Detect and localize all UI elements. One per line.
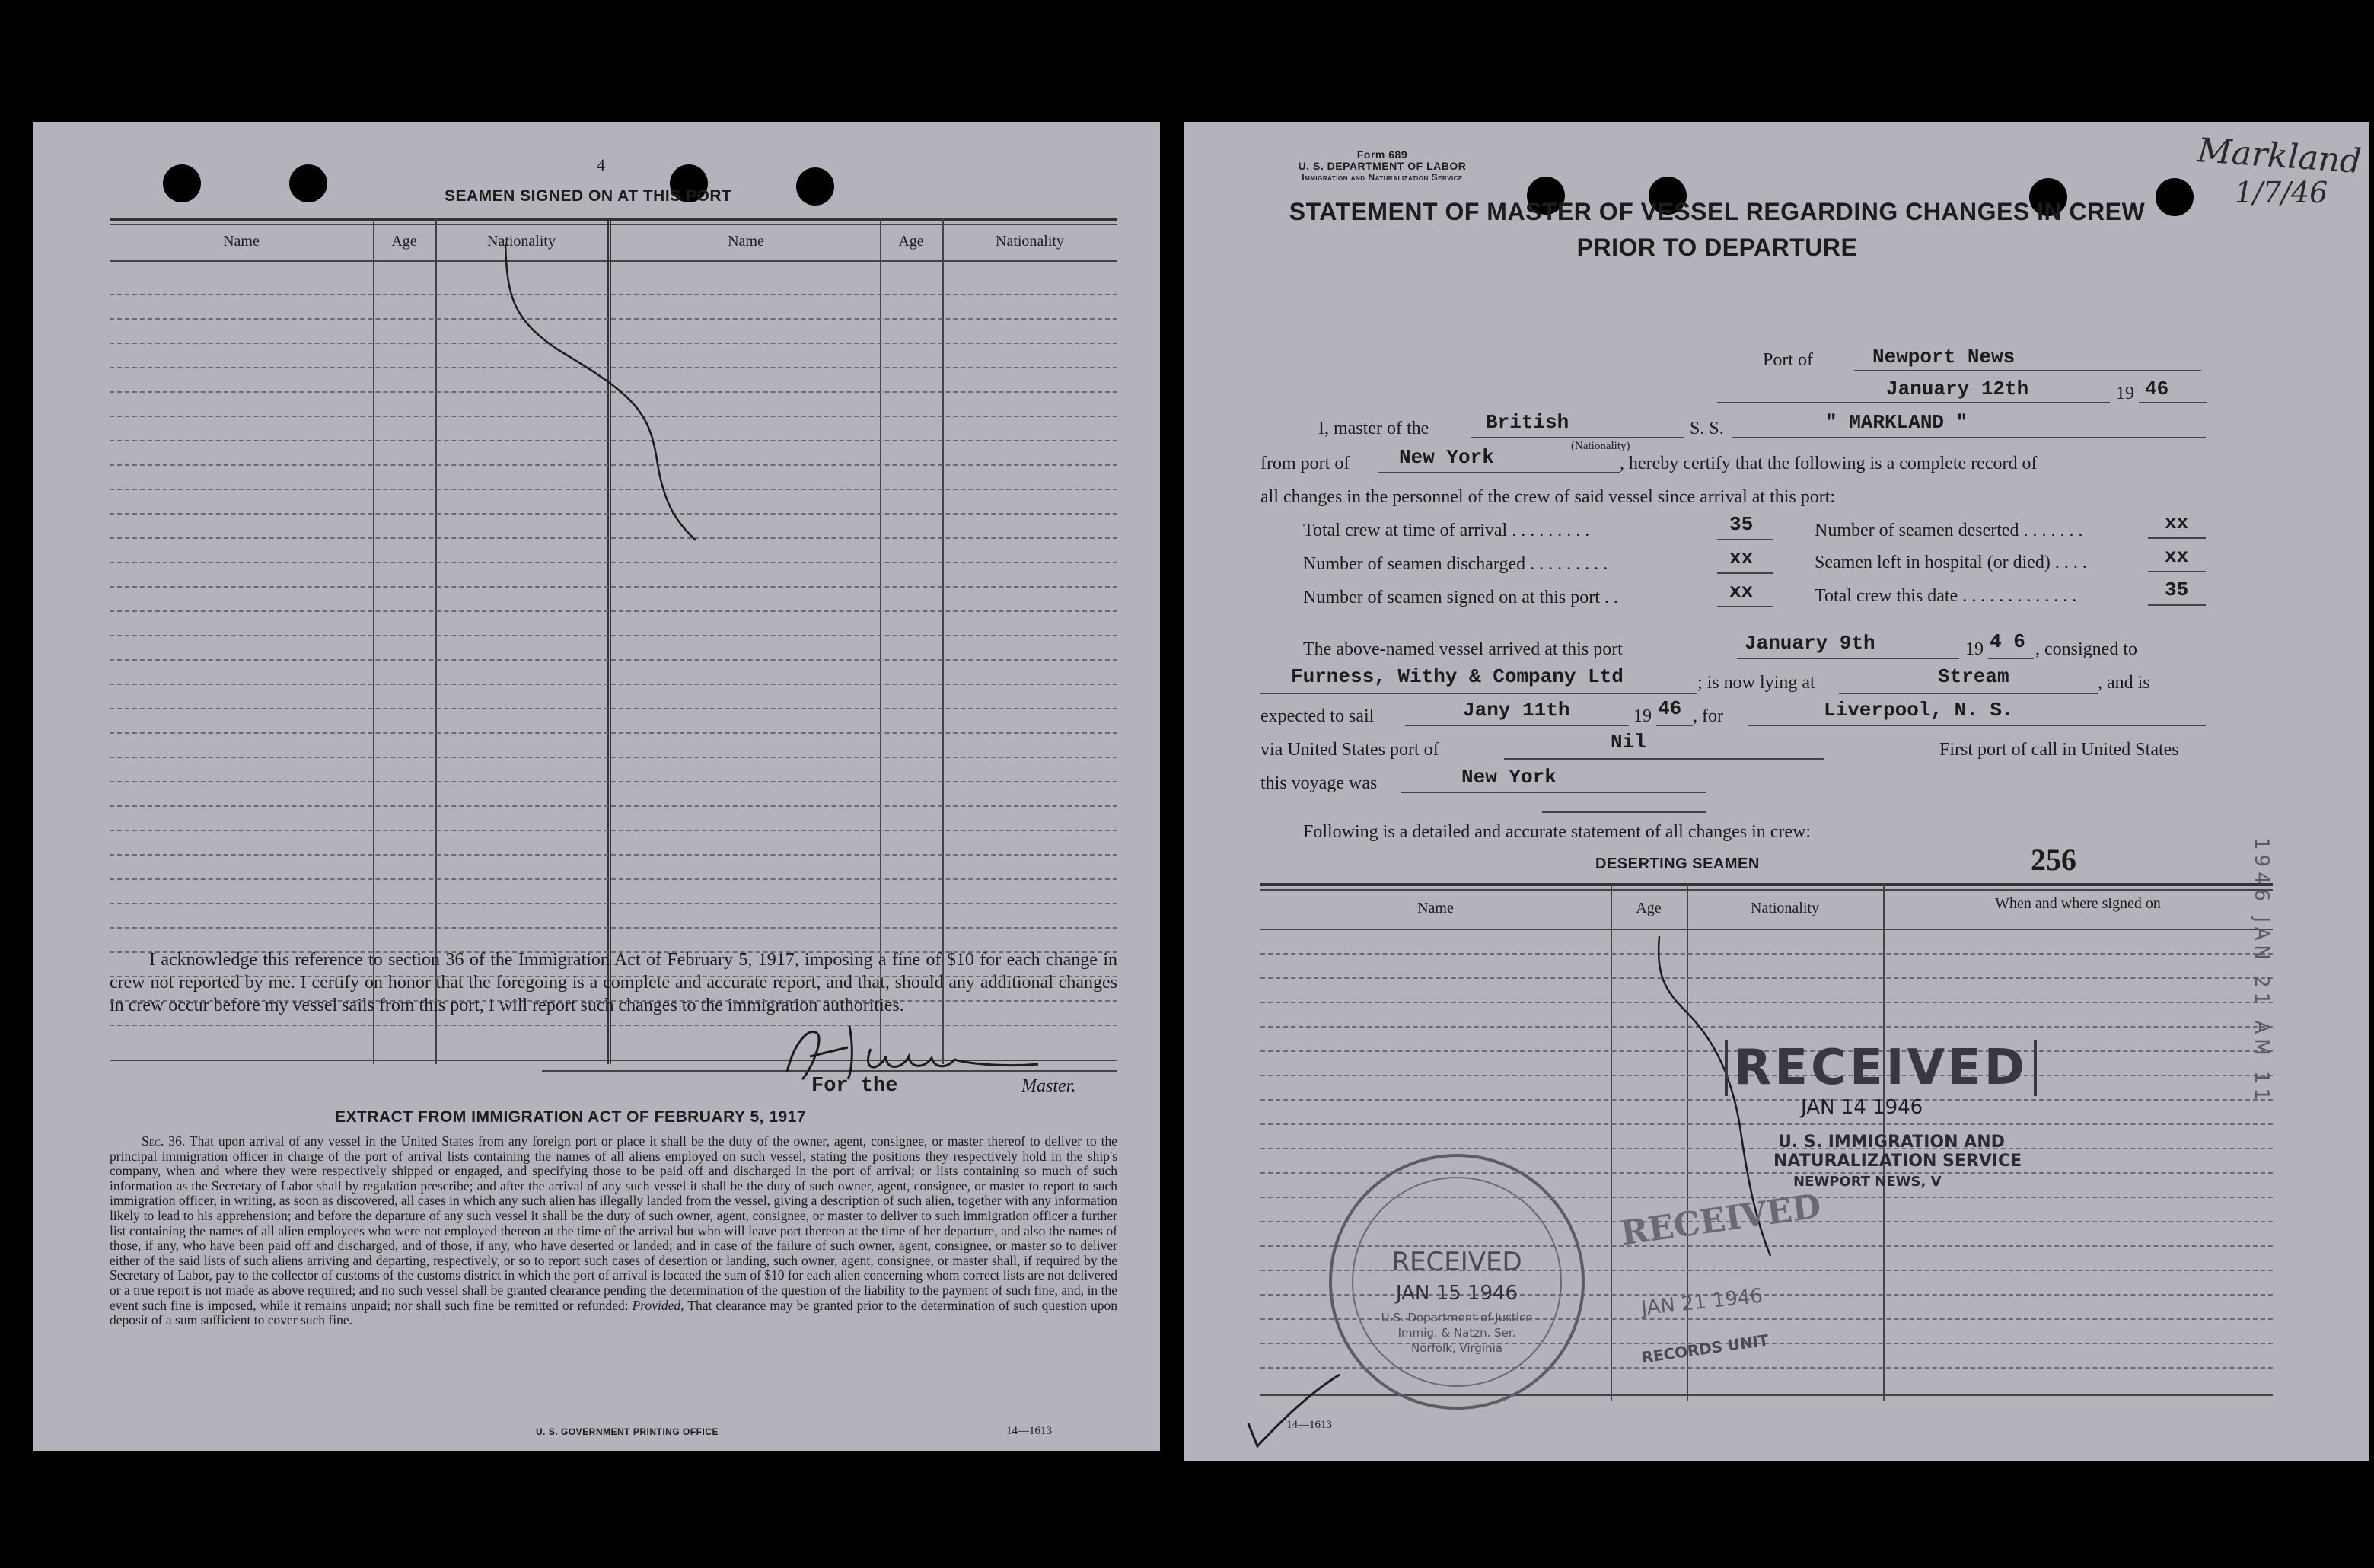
printer-line: U. S. GOVERNMENT PRINTING OFFICE <box>536 1426 719 1437</box>
column-header-nationality: Nationality <box>996 233 1064 250</box>
handwritten-note-2: 1/7/46 <box>2235 176 2328 209</box>
department: U. S. DEPARTMENT OF LABOR <box>1298 160 1467 172</box>
received-stamp-line2: NATURALIZATION SERVICE <box>1773 1152 2022 1171</box>
following-text: Following is a detailed and accurate statement of all changes in crew: <box>1303 822 1812 842</box>
deserted-label: Number of seamen deserted . . . . . . . <box>1815 521 2083 540</box>
consignee-value: Furness, Withy & Company Ltd <box>1291 665 1624 688</box>
extract-end: That clearance may be granted prior to the determination of such question upon deposit of a sum sufficient to cover such fine. <box>110 1297 1117 1328</box>
master-of-label: I, master of the <box>1318 419 1429 438</box>
round-stamp-line1: U.S. Department of Justice <box>1381 1311 1533 1324</box>
page-number: 4 <box>597 155 605 174</box>
signed-on-label: Number of seamen signed on at this port . . <box>1303 588 1618 607</box>
form-code: 14—1613 <box>1006 1425 1052 1437</box>
records-unit-stamp: RECORDS UNIT <box>1640 1331 1770 1367</box>
deserting-title: DESERTING SEAMEN <box>1595 856 1760 872</box>
ss-label: S. S. <box>1690 419 1724 438</box>
round-stamp-title: RECEIVED <box>1391 1247 1522 1277</box>
service: Immigration and Naturalization Service <box>1302 172 1463 183</box>
nationality-caption: (Nationality) <box>1571 440 1630 452</box>
lying-label: ; is now lying at <box>1697 673 1815 693</box>
total-crew-arrival-label: Total crew at time of arrival . . . . . . . . . <box>1303 521 1590 540</box>
destination-value: Liverpool, N. S. <box>1824 699 2014 722</box>
consigned-label: , consigned to <box>2035 639 2137 659</box>
via-label: via United States port of <box>1260 740 1439 760</box>
diagonal-cancel-mark <box>460 236 734 556</box>
arrived-date-value: January 9th <box>1745 632 1875 655</box>
arrived-label: The above-named vessel arrived at this port <box>1303 639 1623 659</box>
from-port-value: New York <box>1399 446 1494 469</box>
total-crew-arrival-value: 35 <box>1729 513 1754 536</box>
nationality-value: British <box>1486 411 1569 434</box>
extract-provided: Provided, <box>632 1297 684 1313</box>
sail-date-value: Jany 11th <box>1463 699 1570 722</box>
side-time-stamp: 1946 JAN 21 AM 11 <box>2250 837 2273 1106</box>
port-value: Newport News <box>1872 346 2016 368</box>
records-stamp-title: RECEIVED <box>1618 1187 1824 1254</box>
vessel-name: " MARKLAND " <box>1825 411 1968 434</box>
line <box>542 1070 703 1072</box>
extract-section: Sec. 36. <box>142 1133 186 1149</box>
round-stamp-line3: Norfolk, Virginia <box>1411 1341 1502 1355</box>
records-stamp-date: JAN 21 1946 <box>1639 1284 1764 1321</box>
via-port-value: Nil <box>1611 731 1646 754</box>
column-header-age: Age <box>898 233 924 250</box>
round-stamp-line2: Immig. & Natzn. Ser. <box>1397 1326 1516 1340</box>
column-header-signed-on: When and where signed on <box>1995 895 2161 912</box>
hospital-label: Seamen left in hospital (or died) . . . . <box>1815 553 2087 572</box>
column-header-age: Age <box>391 233 417 250</box>
extract-title: EXTRACT FROM IMMIGRATION ACT OF FEBRUARY 5, 1917 <box>335 1108 807 1126</box>
signed-on-value: xx <box>1729 580 1754 603</box>
column-header-nationality: Nationality <box>487 233 556 250</box>
punch-hole <box>796 167 834 206</box>
check-mark <box>1241 1370 1347 1454</box>
title-line-1: STATEMENT OF MASTER OF VESSEL REGARDING CHANGES IN CREW <box>1289 198 2146 225</box>
year-prefix: 19 <box>2116 384 2134 403</box>
port-label: Port of <box>1763 350 1813 370</box>
for-label: , for <box>1693 706 1723 726</box>
first-port-label: First port of call in United States <box>1939 740 2179 760</box>
extract-body: That upon arrival of any vessel in the United States from any foreign port or place it shall be the duty of the owner, agent, consignee, or master thereof to deliver to the principal immigration officer in charge of the port of arrival lists containing the names of all aliens employed on such vessel, stating the positions they respectively hold in the ship's company, when and where they were respectively shipped or engaged, and specifying those to be paid off and discharged in the port of arrival; or lists containing so much of such information as the Secretary of Labor shall by regulation prescribe; and after the arrival of any such vessel it shall be the duty of such owner, agent, consignee, or master to report to such immigration officer, in writing, as soon as discovered, all cases in which any such alien has illegally landed from the vessel, giving a description of such alien, together with any information likely to lead to his apprehension; and before the departure of any such vessel it shall be the duty of such owner, agent, consignee, or master to deliver to such immigration officer a further list containing the names of all alien employees who were not employed thereon at the time of the arrival but who will leave port thereon at the time of her departure, and also the names of those, if any, who have been paid off and discharged, and of those, if any, who have deserted or landed; and in case of the failure of such owner, agent, consignee, or master so to deliver either of the said lists of such aliens arriving and departing, respectively, or so to report such cases of desertion or landing, such owner, agent, consignee, or master shall, if required by the Secretary of Labor, pay to the collector of customs of the customs district in which the port of arrival is located the sum of $10 for each alien concerning whom correct lists are not delivered or a true report is not made as above required; and no such vessel shall be granted clearance pending the determination of the question of the liability to the payment of such fine, and, in the event such fine is imposed, while it remains unpaid; nor shall such fine be remitted or refunded: <box>110 1133 1117 1313</box>
form-header <box>1184 149 1580 183</box>
column-header-name: Name <box>728 233 764 250</box>
received-stamp-line3: NEWPORT NEWS, V <box>1793 1174 1942 1190</box>
title-line-2: PRIOR TO DEPARTURE <box>1576 234 1858 261</box>
all-changes-text: all changes in the personnel of the crew of said vessel since arrival at this port: <box>1260 487 1836 507</box>
and-is-text: , and is <box>2098 673 2150 693</box>
for-the-text: For the <box>811 1075 898 1098</box>
record-number: 256 <box>2031 843 2076 877</box>
column-header-nationality: Nationality <box>1751 900 1819 916</box>
column-header-name: Name <box>223 233 260 250</box>
form-number: Form 689 <box>1356 148 1408 161</box>
received-stamp-date: JAN 14 1946 <box>1801 1096 1923 1119</box>
right-page <box>1184 122 2369 1461</box>
round-stamp-date: JAN 15 1946 <box>1395 1282 1518 1305</box>
first-port-value: New York <box>1461 766 1557 789</box>
total-crew-date-label: Total crew this date . . . . . . . . . . . . . <box>1815 586 2077 606</box>
year-value: 46 <box>2145 378 2169 400</box>
received-stamp-newport <box>1725 1040 2121 1190</box>
column-header-age: Age <box>1636 900 1662 916</box>
discharged-label: Number of seamen discharged . . . . . . . . . <box>1303 554 1608 574</box>
certify-text: , hereby certify that the following is a complete record of <box>1620 454 2038 473</box>
hospital-value: xx <box>2165 545 2189 568</box>
arrived-year-prefix: 19 <box>1965 639 1984 659</box>
sail-year-value: 46 <box>1658 697 1682 720</box>
received-stamp-title: RECEIVED <box>1725 1040 2037 1096</box>
date-value: January 12th <box>1886 378 2029 400</box>
left-page <box>33 122 1160 1451</box>
discharged-value: xx <box>1729 547 1754 569</box>
expected-label: expected to sail <box>1260 706 1375 726</box>
acknowledgement-text: I acknowledge this reference to section 36 of the Immigration Act of February 5, 1917, imposing a fine of $10 for each change in crew not reported by me. I certify on honor that the foregoing is a complete and accurate report, and that, should any additional changes in crew occur before my vessel sails from this port, I will report such changes to the immigration authorities. <box>110 950 1117 1015</box>
deserted-value: xx <box>2165 512 2189 534</box>
arrived-year-value: 4 6 <box>1990 630 2025 653</box>
total-crew-date-value: 35 <box>2165 578 2189 601</box>
punch-hole <box>163 164 201 202</box>
received-stamp-line1: U. S. IMMIGRATION AND <box>1778 1133 2005 1152</box>
voyage-label: this voyage was <box>1260 773 1378 793</box>
sail-year-prefix: 19 <box>1633 706 1652 726</box>
punch-hole <box>289 164 327 202</box>
column-header-name: Name <box>1417 900 1454 916</box>
form-code: 14—1613 <box>1286 1419 1332 1431</box>
lying-at-value: Stream <box>1938 665 2009 688</box>
round-received-stamp <box>1329 1154 1585 1410</box>
master-label: Master. <box>1021 1076 1076 1096</box>
signature <box>764 1011 1053 1095</box>
from-port-label: from port of <box>1260 454 1350 473</box>
handwritten-note-1: Markland <box>2196 131 2363 182</box>
handwritten-annotation <box>2044 126 2364 210</box>
section-title: SEAMEN SIGNED ON AT THIS PORT <box>445 187 732 205</box>
extract-text <box>110 1134 1117 1328</box>
